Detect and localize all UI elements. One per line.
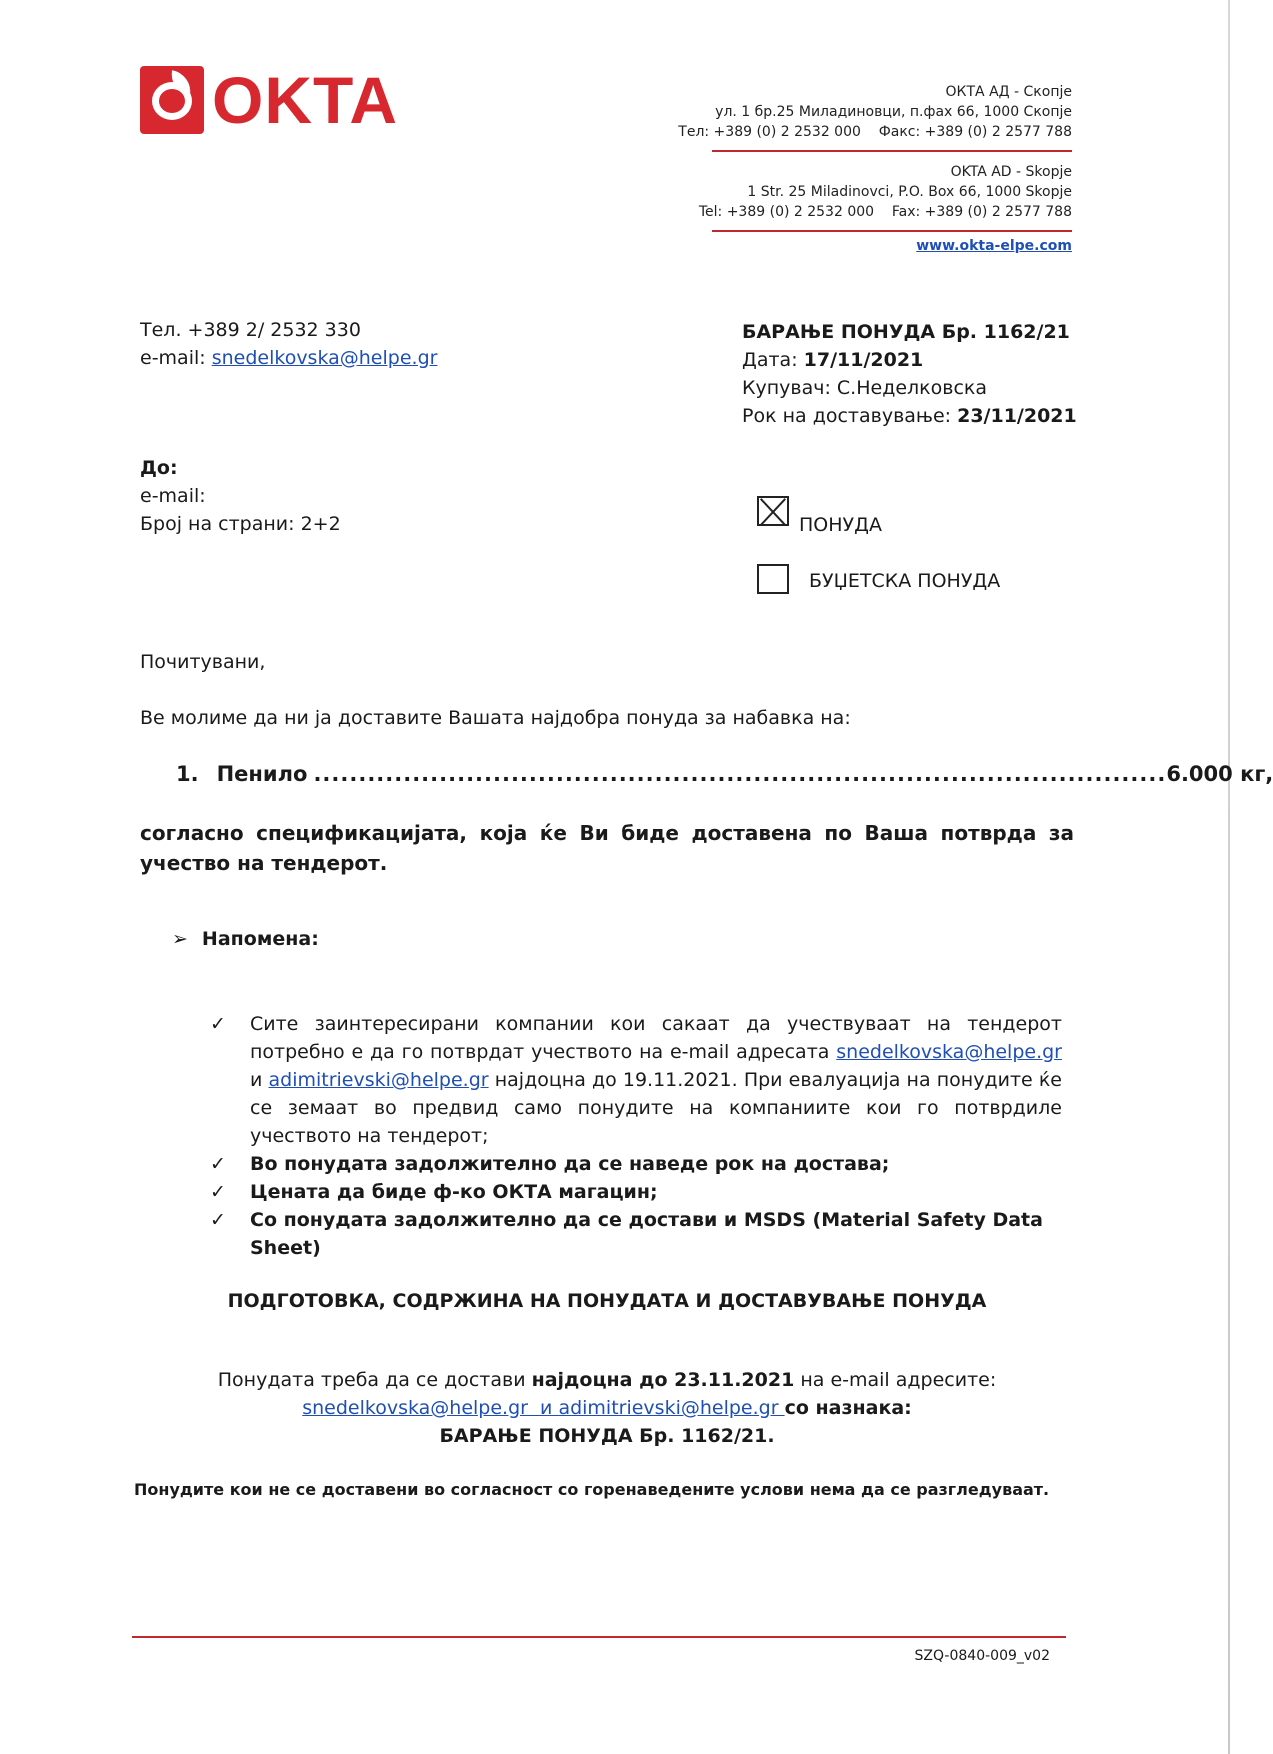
note-3-text: Цената да биде ф-ко ОКТА магацин;: [250, 1181, 658, 1203]
intro-text: Ве молиме да ни ја доставите Вашата најдобра понуда за набавка на:: [140, 707, 851, 729]
request-deadline-label: Рок на доставување:: [742, 405, 958, 427]
check-icon: ✓: [210, 1209, 226, 1231]
note-1-text-a: Сите заинтересирани компании кои сакаат да учествуваат на тендерот потребно е да го потврдат учеството на e-mail адресата: [250, 1013, 1062, 1063]
item-line: [176, 762, 1273, 786]
recipient-email: e-mail:: [140, 485, 206, 507]
contact-email-row: [140, 344, 437, 372]
header-divider-1: [712, 150, 1072, 152]
note-item-2: [210, 1150, 1062, 1178]
submission-and: и: [527, 1397, 559, 1419]
company-mk: ОКТА АД - Скопје: [945, 84, 1072, 100]
submission-block: [140, 1366, 1074, 1450]
check-icon: ✓: [210, 1013, 226, 1035]
logo-text: OKTA: [212, 63, 399, 137]
submission-line-2: [140, 1394, 1074, 1422]
document-code: SZQ-0840-009_v02: [914, 1648, 1050, 1664]
greeting: Почитувани,: [140, 651, 266, 673]
company-en: OKTA AD - Skopje: [950, 164, 1072, 180]
contact-info: [140, 316, 437, 372]
note-2-text: Во понудата задолжително да се наведе рок на достава;: [250, 1153, 890, 1175]
check-icon: ✓: [210, 1181, 226, 1203]
arrow-icon: ➢: [172, 928, 188, 950]
note-4-text: Со понудата задолжително да се достави и MSDS (Material Safety Data Sheet): [250, 1209, 1043, 1259]
recipient-pages: Број на страни: 2+2: [140, 513, 341, 535]
note-1-text-b: и: [250, 1069, 269, 1091]
submission-deadline: најдоцна до 23.11.2021: [531, 1369, 795, 1391]
contact-email-label: e-mail:: [140, 347, 212, 369]
request-date-label: Дата:: [742, 349, 804, 371]
spec-text: согласно спецификацијата, која ќе Ви биде доставена по Ваша потврда за учество на тендерот.: [140, 821, 1074, 875]
submission-warning: Понудите кои не се доставени во согласност со горенаведените услови нема да се разгледуваат.: [134, 1480, 1050, 1499]
request-title: БАРАЊЕ ПОНУДА Бр. 1162/21: [742, 321, 1070, 343]
submission-heading: ПОДГОТОВКА, СОДРЖИНА НА ПОНУДАТА И ДОСТАВУВАЊЕ ПОНУДА: [227, 1290, 987, 1312]
header-divider-2: [712, 230, 1072, 232]
footer-divider: [132, 1636, 1066, 1638]
address-mk: [678, 82, 1072, 142]
address-en-line: 1 Str. 25 Miladinovci, P.O. Box 66, 1000 Skopje: [747, 184, 1072, 200]
note-title: Напомена:: [201, 928, 319, 950]
submission-line-1-a: Понудата треба да се достави: [217, 1369, 532, 1391]
item-number: 1.: [176, 762, 199, 786]
contact-phone: Тел. +389 2/ 2532 330: [140, 319, 361, 341]
note-item-3: [210, 1178, 1062, 1206]
contact-email-link[interactable]: snedelkovska@helpe.gr: [211, 347, 438, 369]
website-link[interactable]: www.okta-elpe.com: [916, 238, 1072, 254]
budget-offer-checkbox[interactable]: [757, 564, 789, 594]
note-item-1: [210, 1010, 1062, 1150]
note-1-email-2[interactable]: adimitrievski@helpe.gr: [268, 1069, 489, 1091]
submission-email-2[interactable]: adimitrievski@helpe.gr: [558, 1397, 785, 1419]
address-en: [699, 162, 1072, 222]
recipient-info: [140, 454, 341, 538]
recipient-to: До:: [140, 457, 178, 479]
request-deadline: 23/11/2021: [957, 405, 1077, 427]
offer-checkbox[interactable]: [757, 496, 789, 526]
phone-en: Tel: +389 (0) 2 2532 000 Fax: +389 (0) 2 2577 788: [698, 204, 1072, 220]
item-name: Пенило: [216, 762, 308, 786]
phone-mk: Тел: +389 (0) 2 2532 000 Факс: +389 (0) 2 2577 788: [678, 124, 1072, 140]
note-1-text-c: најдоцна до 19.11.2021. При евалуација на понудите ќе се земаат во предвид само понудите на компаниите кои го потврдиле учеството на тендерот;: [250, 1069, 1062, 1147]
note-heading: [172, 928, 319, 950]
okta-logo: [140, 63, 400, 138]
submission-ref: БАРАЊЕ ПОНУДА Бр. 1162/21.: [439, 1425, 775, 1447]
submission-line-1: [140, 1366, 1074, 1394]
offer-checkbox-label: ПОНУДА: [799, 514, 882, 536]
request-date: 17/11/2021: [803, 349, 924, 371]
request-info: [742, 318, 1077, 430]
request-buyer: Купувач: С.Неделковска: [742, 377, 988, 399]
budget-offer-checkbox-label: БУЏЕТСКА ПОНУДА: [809, 570, 1001, 592]
note-item-4: [210, 1206, 1062, 1262]
note-1-email-1[interactable]: snedelkovska@helpe.gr: [836, 1041, 1062, 1063]
request-deadline-row: [742, 402, 1077, 430]
request-date-row: [742, 346, 1077, 374]
notes-list: [210, 1010, 1062, 1262]
check-icon: ✓: [210, 1153, 226, 1175]
submission-mark-label: со назнака:: [784, 1397, 912, 1419]
item-qty: 6.000 кг,: [1166, 762, 1273, 786]
address-mk-line: ул. 1 бр.25 Миладиновци, п.фах 66, 1000 Скопје: [715, 104, 1072, 120]
submission-email-1[interactable]: snedelkovska@helpe.gr: [302, 1397, 528, 1419]
okta-logo-mark-icon: [140, 66, 204, 134]
item-dots: ...............................................................................................: [313, 762, 1167, 786]
submission-line-1-c: на e-mail адресите:: [794, 1369, 997, 1391]
page-edge: [1228, 0, 1230, 1754]
